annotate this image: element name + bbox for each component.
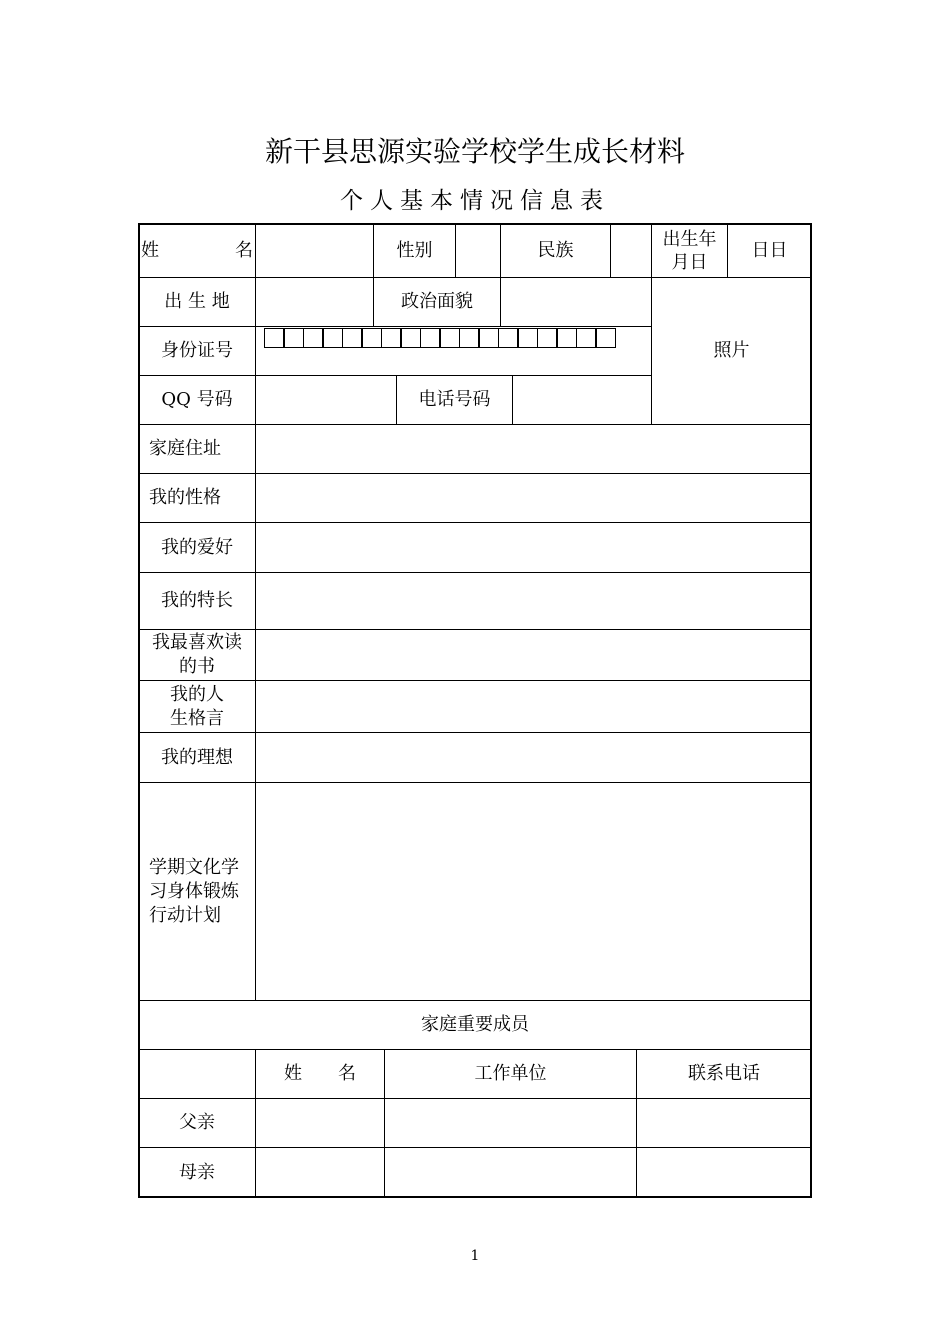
id-digit-box[interactable] <box>303 328 323 348</box>
id-digit-box[interactable] <box>479 328 499 348</box>
life-motto-label: 我的人生格言 <box>138 680 256 733</box>
family-header-blank <box>138 1049 256 1099</box>
birth-date-label: 出生年月日 <box>651 224 728 278</box>
mother-label: 母亲 <box>138 1147 256 1198</box>
family-col-name: 姓 名 <box>255 1049 385 1099</box>
page-number: 1 <box>470 1248 480 1264</box>
qq-label: QQ 号码 <box>138 375 256 425</box>
father-work-cell[interactable] <box>384 1098 637 1148</box>
form-subtitle: 个人基本情况信息表 <box>340 188 610 214</box>
gender-label: 性别 <box>373 224 456 278</box>
id-digit-box[interactable] <box>284 328 304 348</box>
id-digit-box[interactable] <box>596 328 616 348</box>
specialty-label: 我的特长 <box>138 572 256 630</box>
home-address-input-cell[interactable] <box>255 424 812 474</box>
political-status-label: 政治面貌 <box>373 277 501 327</box>
phone-label: 电话号码 <box>396 375 513 425</box>
favorite-book-label: 我最喜欢读的书 <box>138 629 256 681</box>
political-status-input-cell[interactable] <box>500 277 652 327</box>
ideal-label: 我的理想 <box>138 732 256 783</box>
specialty-input-cell[interactable] <box>255 572 812 630</box>
id-digit-box[interactable] <box>420 328 440 348</box>
id-digit-box[interactable] <box>557 328 577 348</box>
mother-phone-cell[interactable] <box>636 1147 812 1198</box>
id-digit-box[interactable] <box>518 328 538 348</box>
mother-work-cell[interactable] <box>384 1147 637 1198</box>
name-label-cell <box>138 224 256 278</box>
birthplace-input-cell[interactable] <box>255 277 374 327</box>
father-name-cell[interactable] <box>255 1098 385 1148</box>
favorite-book-input-cell[interactable] <box>255 629 812 681</box>
family-members-header: 家庭重要成员 <box>138 1000 812 1050</box>
phone-input-cell[interactable] <box>512 375 652 425</box>
family-col-phone: 联系电话 <box>636 1049 812 1099</box>
home-address-label: 家庭住址 <box>138 424 256 474</box>
id-digit-box[interactable] <box>381 328 401 348</box>
id-digit-box[interactable] <box>440 328 460 348</box>
ideal-input-cell[interactable] <box>255 732 812 783</box>
hobbies-input-cell[interactable] <box>255 522 812 573</box>
ethnicity-label: 民族 <box>500 224 611 278</box>
personality-input-cell[interactable] <box>255 473 812 523</box>
id-digit-box[interactable] <box>576 328 596 348</box>
name-label-char-2: 名 <box>235 240 253 261</box>
family-col-work: 工作单位 <box>384 1049 637 1099</box>
id-digit-box[interactable] <box>537 328 557 348</box>
photo-box: 照片 <box>651 277 812 425</box>
hobbies-label: 我的爱好 <box>138 522 256 573</box>
father-phone-cell[interactable] <box>636 1098 812 1148</box>
id-digit-box[interactable] <box>459 328 479 348</box>
semester-plan-label: 学期文化学习身体锻炼行动计划 <box>138 782 256 1001</box>
gender-input-cell[interactable] <box>455 224 501 278</box>
qq-input-cell[interactable] <box>255 375 397 425</box>
birthplace-label: 出 生 地 <box>138 277 256 327</box>
id-digit-box[interactable] <box>401 328 421 348</box>
id-digit-box[interactable] <box>264 328 284 348</box>
id-number-label: 身份证号 <box>138 326 256 376</box>
semester-plan-input-cell[interactable] <box>255 782 812 1001</box>
name-input-cell[interactable] <box>255 224 374 278</box>
birth-date-value[interactable]: 日日 <box>727 224 812 278</box>
id-digit-box[interactable] <box>498 328 518 348</box>
personality-label: 我的性格 <box>138 473 256 523</box>
life-motto-input-cell[interactable] <box>255 680 812 733</box>
document-title: 新干县思源实验学校学生成长材料 <box>264 135 685 168</box>
father-label: 父亲 <box>138 1098 256 1148</box>
ethnicity-input-cell[interactable] <box>610 224 652 278</box>
id-digit-box[interactable] <box>323 328 343 348</box>
name-label-char-1: 姓 <box>141 240 159 261</box>
id-digit-box[interactable] <box>342 328 362 348</box>
id-digit-box[interactable] <box>362 328 382 348</box>
mother-name-cell[interactable] <box>255 1147 385 1198</box>
